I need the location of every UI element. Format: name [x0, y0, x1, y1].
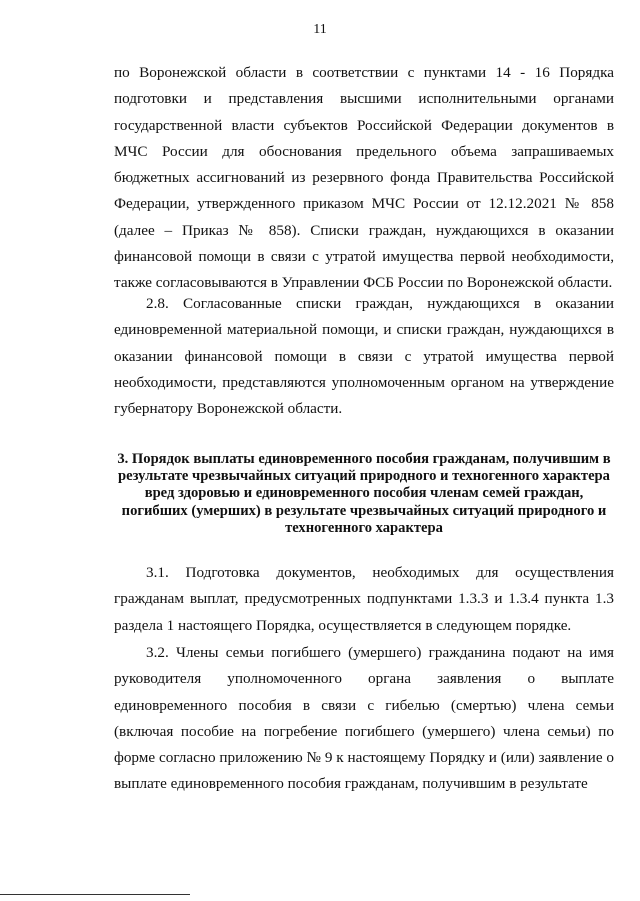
page-number: 11: [313, 22, 327, 37]
section-3-heading: 3. Порядок выплаты единовременного пособия гражданам, получившим в результате чрезвычайных ситуаций природного и техногенного характера вред здоровью и единовременного пособия членам семей граждан, погибших (умерших) в результате чрезвычайных ситуаций природного и техногенного характера: [117, 451, 611, 536]
paragraph-3-2: 3.2. Члены семьи погибшего (умершего) гражданина подают на имя руководителя уполномоченного органа заявления о выплате единовременного пособия в связи с гибелью (смертью) члена семьи (включая пособие на погребение погибшего (умершего) члена семьи) по форме согласно приложению № 9 к настоящему Порядку и (или) заявление о выплате единовременного пособия гражданам, получившим в результате: [114, 644, 614, 793]
paragraph-continuation: по Воронежской области в соответствии с пунктами 14 - 16 Порядка подготовки и представления высшими исполнительными органами государственной власти субъектов Российской Федерации документов в МЧС России для обоснования предельного объема запрашиваемых бюджетных ассигнований из резервного фонда Правительства Российской Федерации, утвержденного приказом МЧС России от 12.12.2021 № 858 (далее – Приказ № 858). Списки граждан, нуждающихся в оказании финансовой помощи в связи с утратой имущества первой необходимости, также согласовываются в Управлении ФСБ России по Воронежской области.: [114, 64, 614, 292]
paragraph-3-1: 3.1. Подготовка документов, необходимых для осуществления гражданам выплат, предусмотренных подпунктами 1.3.3 и 1.3.4 пункта 1.3 раздела 1 настоящего Порядка, осуществляется в следующем порядке.: [114, 564, 614, 634]
footer-rule: [0, 894, 190, 895]
paragraph-2-8: 2.8. Согласованные списки граждан, нуждающихся в оказании единовременной материальной помощи, и списки граждан, нуждающихся в оказании финансовой помощи в связи с утратой имущества первой необходимости, представляются уполномоченным органом на утверждение губернатору Воронежской области.: [114, 295, 614, 418]
